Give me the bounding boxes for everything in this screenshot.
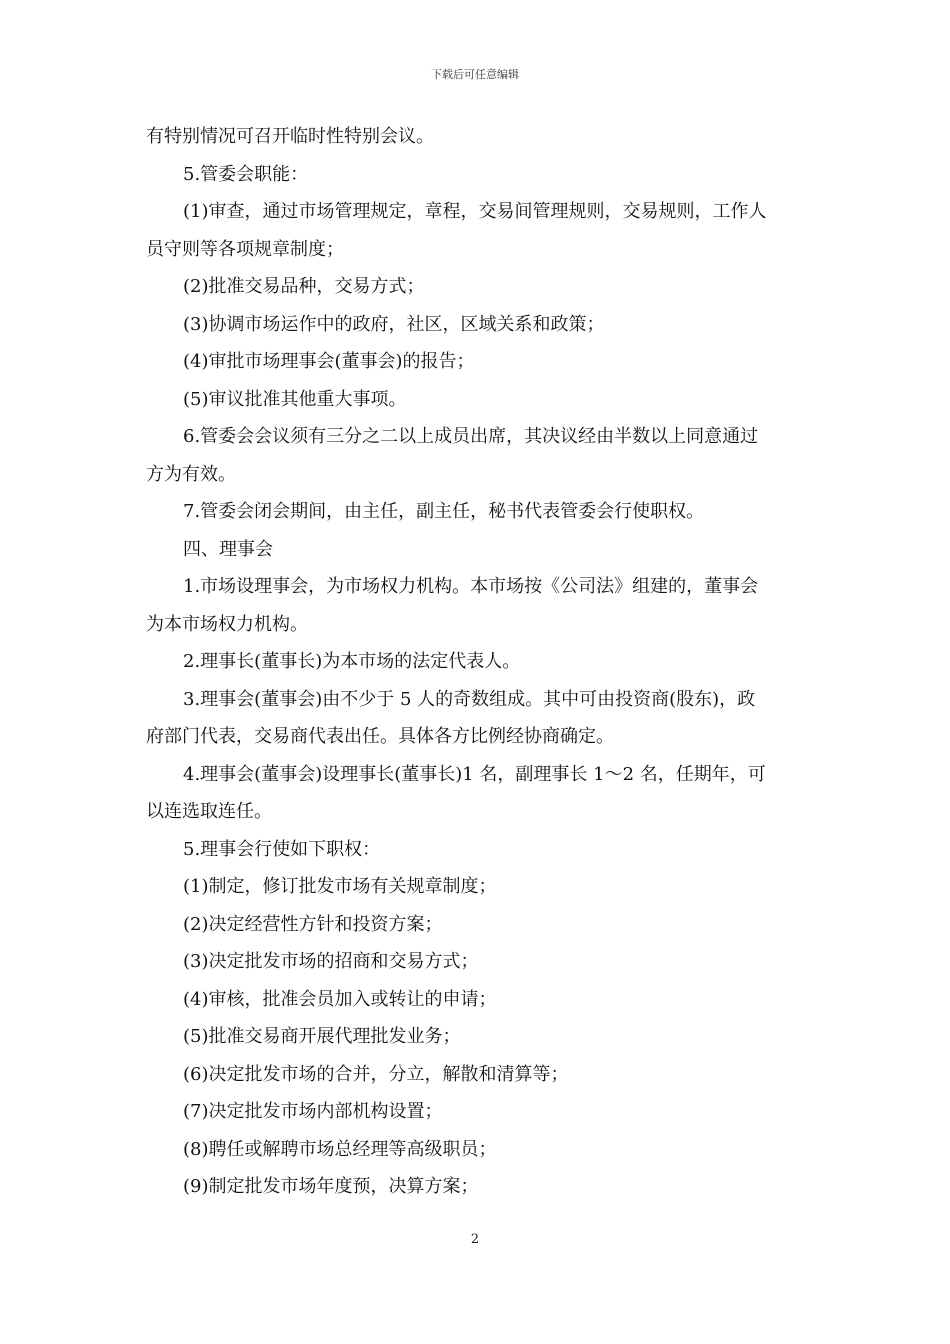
text-line: (7)决定批发市场内部机构设置；	[183, 1101, 443, 1122]
text-line: (8)聘任或解聘市场总经理等高级职员；	[183, 1138, 497, 1160]
text-line: 有特别情况可召开临时性特别会议。	[146, 126, 434, 147]
text-line: (6)决定批发市场的合并，分立，解散和清算等；	[183, 1063, 569, 1085]
text-line: 员守则等各项规章制度；	[146, 238, 344, 260]
text-line: (4)审核，批准会员加入或转让的申请；	[183, 988, 497, 1010]
text-line: 方为有效。	[146, 463, 236, 485]
text-line: 1.市场设理事会，为市场权力机构。本市场按《公司法》组建的，董事会	[183, 576, 759, 597]
text-line: (3)决定批发市场的招商和交易方式；	[183, 951, 479, 972]
text-line: 2.理事长(董事长)为本市场的法定代表人。	[183, 651, 521, 672]
text-line: 为本市场权力机构。	[146, 613, 308, 635]
text-line: 府部门代表，交易商代表出任。具体各方比例经协商确定。	[146, 726, 614, 747]
document-body	[146, 118, 810, 1206]
text-line: (2)批准交易品种，交易方式；	[183, 276, 425, 297]
text-line: 四、理事会	[183, 538, 273, 560]
page-header: 下载后可任意编辑	[431, 68, 519, 81]
text-line: (1)审查，通过市场管理规定，章程，交易间管理规则，交易规则，工作人	[183, 201, 767, 222]
text-line: 3.理事会(董事会)由不少于 5 人的奇数组成。其中可由投资商(股东)，政	[183, 688, 756, 710]
text-line: (5)批准交易商开展代理批发业务；	[183, 1026, 461, 1047]
text-line: (3)协调市场运作中的政府，社区，区域关系和政策；	[183, 313, 605, 335]
text-line: 7.管委会闭会期间，由主任，副主任，秘书代表管委会行使职权。	[183, 501, 705, 522]
text-line: (2)决定经营性方针和投资方案；	[183, 913, 443, 935]
text-line: (9)制定批发市场年度预，决算方案；	[183, 1176, 479, 1197]
text-line: 以连选取连任。	[146, 801, 272, 822]
text-line: 4.理事会(董事会)设理事长(董事长)1 名，副理事长 1～2 名，任期年，可	[183, 763, 766, 785]
page-number: 2	[470, 1232, 480, 1247]
text-line: 5.理事会行使如下职权：	[183, 838, 381, 860]
text-line: (4)审批市场理事会(董事会)的报告；	[183, 351, 475, 372]
text-line: (5)审议批准其他重大事项。	[183, 388, 407, 410]
text-line: 5.管委会职能：	[183, 163, 309, 185]
text-line: (1)制定，修订批发市场有关规章制度；	[183, 876, 497, 897]
text-line: 6.管委会会议须有三分之二以上成员出席，其决议经由半数以上同意通过	[183, 426, 759, 447]
